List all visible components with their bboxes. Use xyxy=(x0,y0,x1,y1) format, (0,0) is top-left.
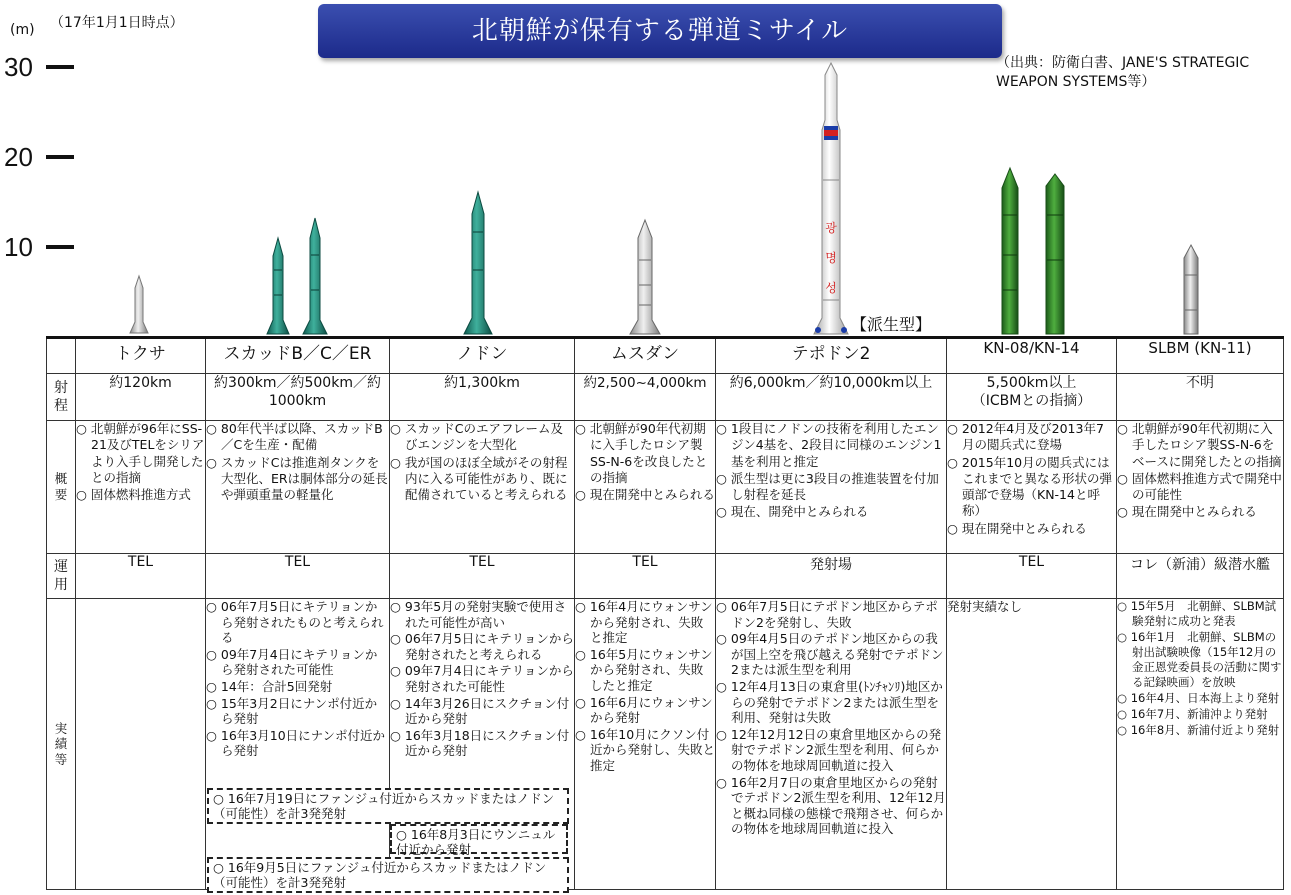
list-item: ○ 16年1月 北朝鮮、SLBMの射出試験映像（15年12月の金正恩党委員長の活動に関する記録映画）を放映 xyxy=(1117,630,1282,689)
record-scud xyxy=(206,599,390,890)
list-item: ○ 固体燃料推進方式 xyxy=(76,487,191,503)
dashed-note-2: ○ 16年8月3日にウンニュル付近から発射 xyxy=(390,824,568,854)
toksa-missile-image xyxy=(130,276,148,333)
rocket-marking-1: 광 xyxy=(825,221,837,235)
ops-taepodong2: 発射場 xyxy=(716,554,947,599)
summary-row xyxy=(47,421,1284,554)
list-item: ○ 現在開発中とみられる xyxy=(1117,504,1257,520)
list-item: ○ 16年10月にクソン付近から発射し、失敗と推定 xyxy=(575,726,716,773)
range-toksa: 約120km xyxy=(76,374,206,421)
list-item: ○ 現在開発中とみられる xyxy=(575,487,715,503)
list-item: ○ 06年7月5日にテポドン地区からテポドン2を発射し、失敗 xyxy=(716,599,938,630)
list-item: ○ 80年代半ば以降、スカッドB／Cを生産・配備 xyxy=(206,421,383,453)
nodong-missile-image xyxy=(464,192,492,334)
list-item: ○ 現在開発中とみられる xyxy=(947,520,1087,536)
range-musudan: 約2,500~4,000km xyxy=(575,374,716,421)
col-header-toksa: トクサ xyxy=(76,338,206,374)
summary-scud xyxy=(206,421,390,554)
record-toksa xyxy=(76,599,206,890)
dashed-note-1: ○ 16年7月19日にファンジュ付近からスカッドまたはノドン（可能性）を計3発発射 xyxy=(207,788,569,824)
missile-illustrations xyxy=(0,0,1291,340)
source-line-2: WEAPON SYSTEMS等） xyxy=(996,74,1156,90)
record-taepodong2 xyxy=(716,599,947,890)
list-item: ○ 現在、開発中とみられる xyxy=(716,504,869,520)
source-line-1: （出典：防衛白書、JANE'S STRATEGIC xyxy=(996,55,1250,71)
list-item: ○ 北朝鮮が90年代初期に入手したロシア製SS-N-6を改良したとの指摘 xyxy=(575,421,708,485)
list-item: ○ 09年4月5日のテポドン地区からの我が国上空を飛び越える発射でテポドン2または派生型を利用 xyxy=(716,631,944,678)
as-of-date: （17年1月1日時点） xyxy=(50,15,184,31)
list-item: ○ 北朝鮮が96年にSS-21及びTELをシリアより入手し開発したとの指摘 xyxy=(76,421,205,485)
list-item: ○ 09年7月4日にキテリョンから発射された可能性 xyxy=(206,646,378,678)
range-scud: 約300km／約500km／約1000km xyxy=(206,374,390,421)
list-item: ○ 16年6月にウォンサンから発射 xyxy=(575,694,713,726)
list-item: ○ 我が国のほぼ全域がその射程内に入る可能性があり、既に配備されていると考えられる xyxy=(390,454,568,503)
range-slbm: 不明 xyxy=(1117,374,1284,421)
list-item: ○ 06年7月5日にキテリョンから発射されたと考えられる xyxy=(390,631,574,662)
range-row xyxy=(47,374,1284,421)
list-item: ○ 12年4月13日の東倉里(ﾄﾝﾁｬﾝﾘ)地区からの発射でテポドン2または派生型を利用、発射は失敗 xyxy=(716,678,943,726)
record-row xyxy=(47,599,1284,890)
list-item: ○ 16年4月、日本海上より発射 xyxy=(1117,691,1280,705)
summary-slbm xyxy=(1117,421,1284,554)
range-kn08: 5,500km以上 （ICBMとの指摘） xyxy=(947,374,1117,421)
derivative-label: 【派生型】 xyxy=(851,315,932,334)
summary-musudan xyxy=(575,421,716,554)
ops-toksa: TEL xyxy=(76,554,206,599)
col-header-nodong: ノドン xyxy=(390,338,575,374)
list-item: ○ スカッドCは推進剤タンクを大型化、ERは胴体部分の延長や弾頭重量の軽量化 xyxy=(206,454,388,503)
list-item: ○ 16年2月7日の東倉里地区からの発射でテポドン2派生型を利用、12年12月と概ね同様の態様で飛翔させ、何らかの物体を地球周回軌道に投入 xyxy=(716,774,946,837)
list-item: ○ 06年7月5日にキテリョンから発射されたものと考えられる xyxy=(206,599,384,646)
list-item: ○ 12年12月12日の東倉里地区からの発射でテポドン2派生型を利用、何らかの物体を地球周回軌道に投入 xyxy=(716,726,942,773)
col-header-slbm: SLBM (KN-11) xyxy=(1117,338,1284,374)
row-label-range: 射 程 xyxy=(47,374,76,421)
scud-c-er-missile-image xyxy=(303,218,327,334)
list-item: ○ 14年：合計5回発射 xyxy=(206,678,333,694)
corner-cell xyxy=(47,338,76,374)
page-title: 北朝鮮が保有する弾道ミサイル xyxy=(318,4,1002,58)
dashed-note-3: ○ 16年9月5日にファンジュ付近からスカッドまたはノドン（可能性）を計3発発射 xyxy=(207,857,569,893)
record-slbm xyxy=(1117,599,1284,890)
ops-kn08: TEL xyxy=(947,554,1117,599)
list-item: ○ 16年3月18日にスクチョン付近から発射 xyxy=(390,727,570,759)
tick-label-20: 20 xyxy=(4,142,33,172)
list-item: ○ 1段目にノドンの技術を利用したエンジン4基を、2段目に同様のエンジン1基を利用と推定 xyxy=(716,421,942,469)
ops-musudan: TEL xyxy=(575,554,716,599)
ops-slbm: コレ（新浦）級潜水艦 xyxy=(1117,554,1284,599)
kn-14-missile-image xyxy=(1046,174,1064,334)
summary-taepodong2 xyxy=(716,421,947,554)
tick-label-30: 30 xyxy=(4,52,33,82)
range-taepodong2: 約6,000km／約10,000km以上 xyxy=(716,374,947,421)
taepodong-2-derivative-image xyxy=(814,63,848,334)
row-label-ops: 運 用 xyxy=(47,554,76,599)
row-label-summary: 概 要 xyxy=(47,421,76,554)
scud-b-missile-image xyxy=(267,238,289,334)
record-kn08 xyxy=(947,599,1117,890)
record-kn08-text: 発射実績なし xyxy=(947,599,1023,614)
list-item: ○ 北朝鮮が90年代初期に入手したロシア製SS-N-6をベースに開発したとの指摘 xyxy=(1117,421,1282,469)
list-item: ○ 16年3月10日にナンポ付近から発射 xyxy=(206,727,386,759)
list-item: ○ 15年3月2日にナンポ付近から発射 xyxy=(206,695,378,727)
list-item: ○ スカッドCのエアフレーム及びエンジンを大型化 xyxy=(390,421,563,453)
list-item: ○ 16年7月、新浦沖より発射 xyxy=(1117,707,1268,721)
list-item: ○ 派生型は更に3段目の推進装置を付加し射程を延長 xyxy=(716,470,939,503)
col-header-scud: スカッドB／C／ER xyxy=(206,338,390,374)
list-item: ○ 2015年10月の閲兵式にはこれまでと異なる形状の弾頭部で登場（KN-14と呼称） xyxy=(947,454,1113,519)
tick-label-10: 10 xyxy=(4,232,33,262)
ops-scud: TEL xyxy=(206,554,390,599)
list-item: ○ 2012年4月及び2013年7月の閲兵式に登場 xyxy=(947,421,1104,453)
operation-row xyxy=(47,554,1284,599)
kn-08-missile-image xyxy=(1002,168,1018,334)
list-item: ○ 93年5月の発射実験で使用された可能性が高い xyxy=(390,599,567,630)
list-item: ○ 15年5月 北朝鮮、SLBM試験発射に成功と発表 xyxy=(1117,599,1277,628)
list-item: ○ 14年3月26日にスクチョン付近から発射 xyxy=(390,695,570,727)
range-nodong: 約1,300km xyxy=(390,374,575,421)
rocket-marking-2: 명 xyxy=(825,251,837,265)
list-item: ○ 16年4月にウォンサンから発射され、失敗と推定 xyxy=(575,599,713,646)
col-header-musudan: ムスダン xyxy=(575,338,716,374)
list-item: ○ 16年8月、新浦付近より発射 xyxy=(1117,723,1280,737)
record-musudan xyxy=(575,599,716,890)
summary-kn08 xyxy=(947,421,1117,554)
col-header-kn08: KN-08/KN-14 xyxy=(947,338,1117,374)
summary-nodong xyxy=(390,421,575,554)
col-header-taepodong2: テポドン2 xyxy=(716,338,947,374)
row-label-record: 実 績 等 xyxy=(47,599,76,890)
list-item: ○ 09年7月4日にキテリョンから発射された可能性 xyxy=(390,663,574,694)
slbm-missile-image xyxy=(1184,245,1198,334)
rocket-marking-3: 성 xyxy=(825,281,837,295)
header-row xyxy=(47,338,1284,374)
list-item: ○ 固体燃料推進方式で開発中の可能性 xyxy=(1117,470,1282,503)
summary-toksa xyxy=(76,421,206,554)
musudan-missile-image xyxy=(630,220,660,334)
unit-label: (m) xyxy=(10,22,35,38)
ops-nodong: TEL xyxy=(390,554,575,599)
list-item: ○ 16年5月にウォンサンから発射され、失敗したと推定 xyxy=(575,646,713,693)
